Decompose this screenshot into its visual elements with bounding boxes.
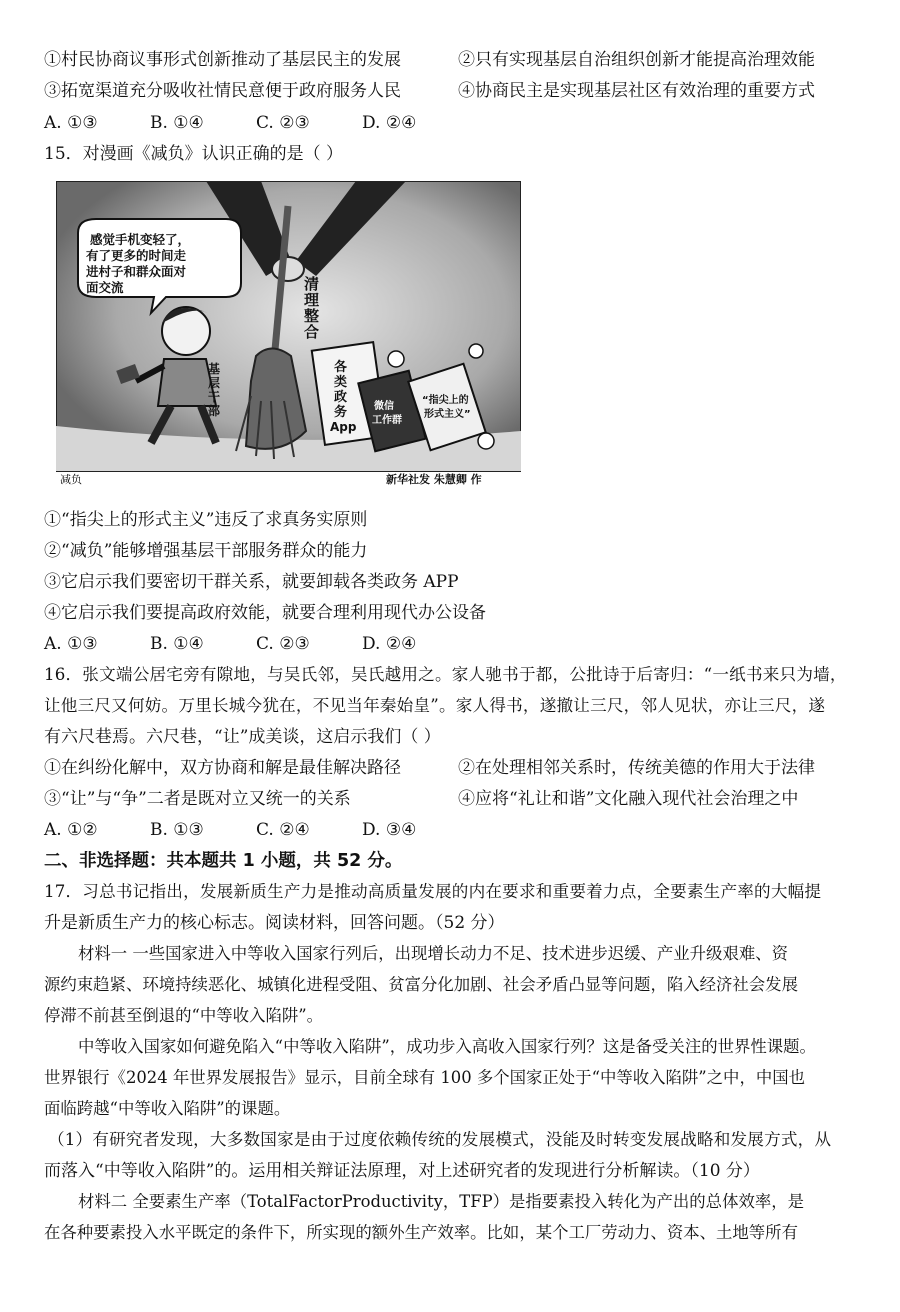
q16-choice-b[interactable]: B. ①③ [150, 820, 204, 840]
q16-choice-d[interactable]: D. ③④ [362, 820, 417, 840]
q15-choice-a[interactable]: A. ①③ [44, 634, 98, 654]
q15-option-4: ④它启示我们要提高政府效能，就要合理利用现代办公设备 [44, 603, 486, 623]
bubble-line-1: 感觉手机变轻了， [90, 232, 191, 247]
q15-choice-c[interactable]: C. ②③ [256, 634, 310, 654]
material-2-line-1: 材料二 全要素生产率（TotalFactorProductivity，TFP）是指要素投入转化为产出的总体效率，是 [78, 1192, 805, 1211]
broom-label-2: 理 [304, 291, 320, 309]
person-label-3: 干 [208, 390, 221, 404]
bubble-line-2: 有了更多的时间走 [86, 248, 187, 263]
q16-stem-line-1: 16．张文端公居宅旁有隙地，与吴氏邻，吴氏越用之。家人驰书于都，公批诗于后寄归：“一纸书来只为墙， [44, 665, 847, 684]
q16-option-4: ④应将“礼让和谐”文化融入现代社会治理之中 [458, 789, 799, 809]
q15-option-1: ①“指尖上的形式主义”违反了求真务实原则 [44, 510, 368, 530]
q16-choices [44, 818, 468, 842]
q15-option-3: ③它启示我们要密切干群关系，就要卸载各类政务 APP [44, 572, 459, 592]
q14-choices [44, 111, 468, 135]
caption-left: 减负 [60, 473, 82, 486]
section-2-heading: 二、非选择题：共本题共 1 小题，共 52 分。 [44, 851, 403, 871]
material-1-line-2: 源约束趋紧、环境持续恶化、城镇化进程受阻、贫富分化加剧、社会矛盾凸显等问题，陷入经济社会发展 [44, 975, 798, 994]
material-1-line-1: 材料一 一些国家进入中等收入国家行列后，出现增长动力不足、技术进步迟缓、产业升级艰难、资 [78, 944, 789, 963]
q14-option-2: ②只有实现基层自治组织创新才能提高治理效能 [458, 50, 815, 70]
q15-option-2: ②“减负”能够增强基层干部服务群众的能力 [44, 541, 368, 561]
person-label-2: 层 [208, 376, 221, 390]
q15-choice-d[interactable]: D. ②④ [362, 634, 417, 654]
q17-sub-1-line-2: 而落入“中等收入陷阱”的。运用相关辩证法原理，对上述研究者的发现进行分析解读。（10 分） [44, 1161, 760, 1181]
q16-choice-a[interactable]: A. ①② [44, 820, 98, 840]
q16-stem-line-3: 有六尺巷焉。六尺巷，“让”成美谈，这启示我们（ ） [44, 727, 441, 747]
q16-option-2: ②在处理相邻关系时，传统美德的作用大于法律 [458, 758, 815, 778]
q14-choice-b[interactable]: B. ①④ [150, 113, 204, 133]
book2-line-1: “指尖上的 [422, 395, 469, 406]
book1-line-2: 工作群 [372, 415, 402, 426]
pile-label-4: 务 [334, 405, 348, 420]
q14-choice-c[interactable]: C. ②③ [256, 113, 310, 133]
pile-label-2: 类 [334, 375, 348, 390]
broom-label-4: 合 [304, 323, 320, 341]
q17-sub-1-line-1: （1）有研究者发现，大多数国家是由于过度依赖传统的发展模式，没能及时转变发展战略和发展方式，从 [48, 1130, 832, 1149]
q17-intro-line-2: 升是新质生产力的核心标志。阅读材料，回答问题。（52 分） [44, 913, 505, 933]
q15-choice-b[interactable]: B. ①④ [150, 634, 204, 654]
q14-option-1: ①村民协商议事形式创新推动了基层民主的发展 [44, 50, 401, 70]
q14-option-3: ③拓宽渠道充分吸收社情民意便于政府服务人民 [44, 81, 401, 101]
pile-label-1: 各 [334, 360, 348, 375]
pile-label-5: App [330, 420, 357, 434]
material-1-line-4: 中等收入国家如何避免陷入“中等收入陷阱”，成功步入高收入国家行列？这是备受关注的世界性课题。 [78, 1037, 816, 1056]
pile-label-3: 政 [334, 390, 348, 405]
bubble-line-3: 进村子和群众面对 [86, 264, 187, 279]
q14-choice-a[interactable]: A. ①③ [44, 113, 98, 133]
material-1-line-5: 世界银行《2024 年世界发展报告》显示，目前全球有 100 多个国家正处于“中等收入陷阱”之中，中国也 [44, 1068, 806, 1087]
q16-option-1: ①在纠纷化解中，双方协商和解是最佳解决路径 [44, 758, 401, 778]
q14-option-4: ④协商民主是实现基层社区有效治理的重要方式 [458, 81, 815, 101]
broom-label-1: 清 [304, 275, 320, 293]
cartoon-jianfu [56, 181, 521, 488]
q15-stem: 15．对漫画《减负》认识正确的是（ ） [44, 144, 344, 164]
bubble-line-4: 面交流 [86, 280, 124, 295]
material-2-line-2: 在各种要素投入水平既定的条件下，所实现的额外生产效率。比如，某个工厂劳动力、资本、土地等所有 [44, 1223, 798, 1242]
book1-line-1: 微信 [374, 401, 394, 412]
material-1-line-6: 面临跨越“中等收入陷阱”的课题。 [44, 1099, 291, 1118]
q16-option-3: ③“让”与“争”二者是既对立又统一的关系 [44, 789, 351, 809]
q15-choices [44, 632, 468, 656]
q16-stem-line-2: 让他三尺又何妨。万里长城今犹在，不见当年秦始皇”。家人得书，遂撤让三尺，邻人见状，亦让三尺，遂 [44, 696, 826, 715]
q16-choice-c[interactable]: C. ②④ [256, 820, 310, 840]
person-label-4: 部 [208, 404, 221, 418]
person-label-1: 基 [208, 362, 221, 376]
broom-label-3: 整 [304, 307, 320, 325]
q14-choice-d[interactable]: D. ②④ [362, 113, 417, 133]
caption-right: 新华社发 朱慧卿 作 [386, 473, 482, 486]
book2-line-2: 形式主义” [424, 409, 471, 420]
q17-intro-line-1: 17．习总书记指出，发展新质生产力是推动高质量发展的内在要求和重要着力点，全要素生产率的大幅提 [44, 882, 822, 901]
cartoon-image [56, 181, 521, 488]
material-1-line-3: 停滞不前甚至倒退的“中等收入陷阱”。 [44, 1006, 324, 1025]
